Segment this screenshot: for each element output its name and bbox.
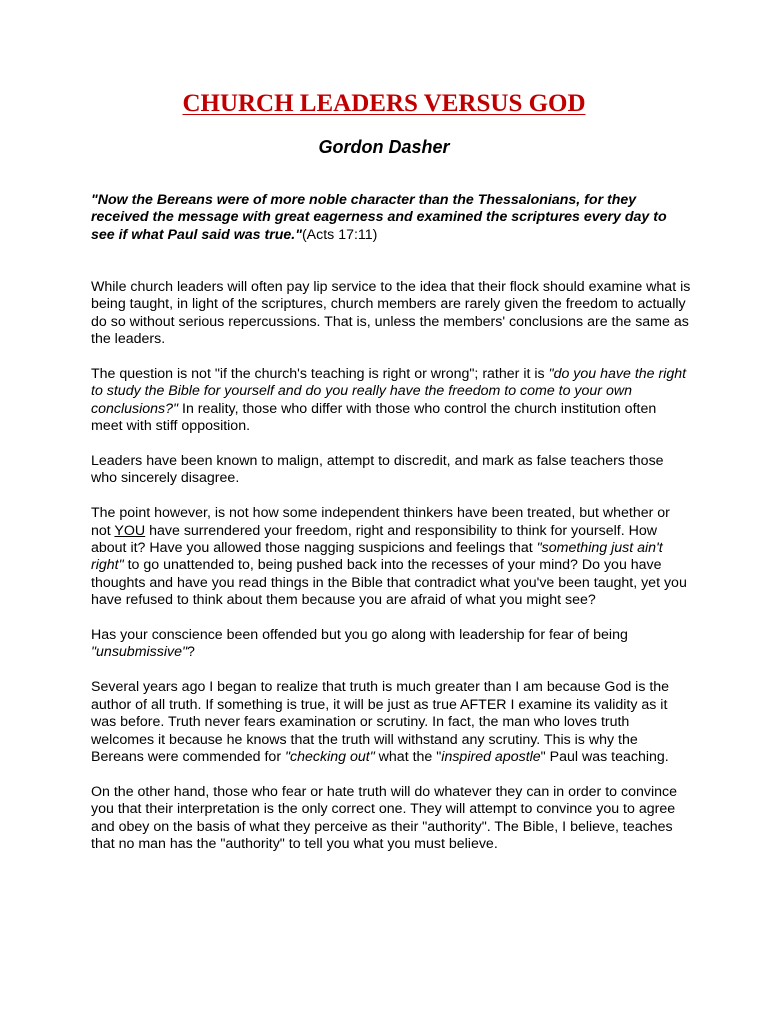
quote-text: "Now the Bereans were of more noble character than the Thessalonians, for they received the message with great eagerness and examined the scriptures every day to see if what Paul said was true." bbox=[91, 192, 667, 243]
document-title: CHURCH LEADERS VERSUS GOD bbox=[182, 90, 586, 117]
paragraph-2-text: The question is not "if the church's teaching is right or wrong"; rather it is bbox=[91, 366, 549, 383]
paragraph-2 bbox=[91, 366, 691, 436]
paragraph-6-emphasis-2: inspired apostle bbox=[441, 748, 541, 765]
author-name: Gordon Dasher bbox=[318, 137, 450, 157]
paragraph-2-text-end: In reality, those who differ with those who control the church institution often meet with stiff opposition. bbox=[91, 400, 657, 435]
paragraph-4-text: The point however, is not how some independent thinkers have been treated, but whether or not bbox=[91, 505, 670, 539]
paragraph-6-text-end: " Paul was teaching. bbox=[540, 748, 669, 765]
paragraph-7: On the other hand, those who fear or hate truth will do whatever they can in order to convince you that their interpretation is the only correct one. They will attempt to convince you to agree and obey on the basis of what they perceive as their "authority". The Bible, I believe, teaches that no man has the "authority" to tell you what you must believe. bbox=[91, 783, 677, 852]
paragraph-3: Leaders have been known to malign, attempt to discredit, and mark as false teachers those who sincerely disagree. bbox=[91, 453, 664, 487]
quote-reference: (Acts 17:11) bbox=[301, 226, 378, 243]
paragraph-6-text-mid: what the " bbox=[374, 748, 442, 765]
paragraph-5 bbox=[91, 627, 691, 662]
paragraph-4-text-mid: have surrendered your freedom, right and responsibility to think for yourself. How about it? Have you allowed those nagging suspicions and feelings that bbox=[91, 522, 657, 557]
paragraph-4-underline: YOU bbox=[114, 522, 146, 539]
paragraph-5-text: Has your conscience been offended but you go along with leadership for fear of being bbox=[91, 627, 628, 644]
paragraph-6-text: Several years ago I began to realize that truth is much greater than I am because God is the author of all truth. If something is true, it will be just as true AFTER I examine its validity as it was before. Truth never fears examination or scrutiny. In fact, the man who loves truth welcomes it because he knows that the truth will withstand any scrutiny. This is why the Bereans were commended for bbox=[91, 679, 670, 765]
scripture-quote bbox=[91, 192, 691, 244]
paragraph-2-emphasis: "do you have the right to study the Bible for yourself and do you really have the freedom to come to your own conclusions?" bbox=[91, 366, 687, 417]
paragraph-6-emphasis: "checking out" bbox=[285, 748, 375, 765]
paragraph-5-text-end: ? bbox=[187, 644, 195, 661]
paragraph-4-emphasis: "something just ain't right" bbox=[91, 540, 663, 574]
paragraph-5-emphasis: "unsubmissive" bbox=[91, 644, 188, 661]
paragraph-4 bbox=[91, 505, 691, 609]
paragraph-1: While church leaders will often pay lip service to the idea that their flock should examine what is being taught, in light of the scriptures, church members are rarely given the freedom to actually do so without serious repercussions. That is, unless the members' conclusions are the same as the leaders. bbox=[91, 279, 691, 348]
paragraph-6 bbox=[91, 679, 691, 766]
document-body bbox=[91, 192, 691, 871]
paragraph-4-text-end: to go unattended to, being pushed back into the recesses of your mind? Do you have thoughts and have you read things in the Bible that contradict what you've been taught, yet you have refused to think about them because you are afraid of what you might see? bbox=[91, 557, 687, 609]
